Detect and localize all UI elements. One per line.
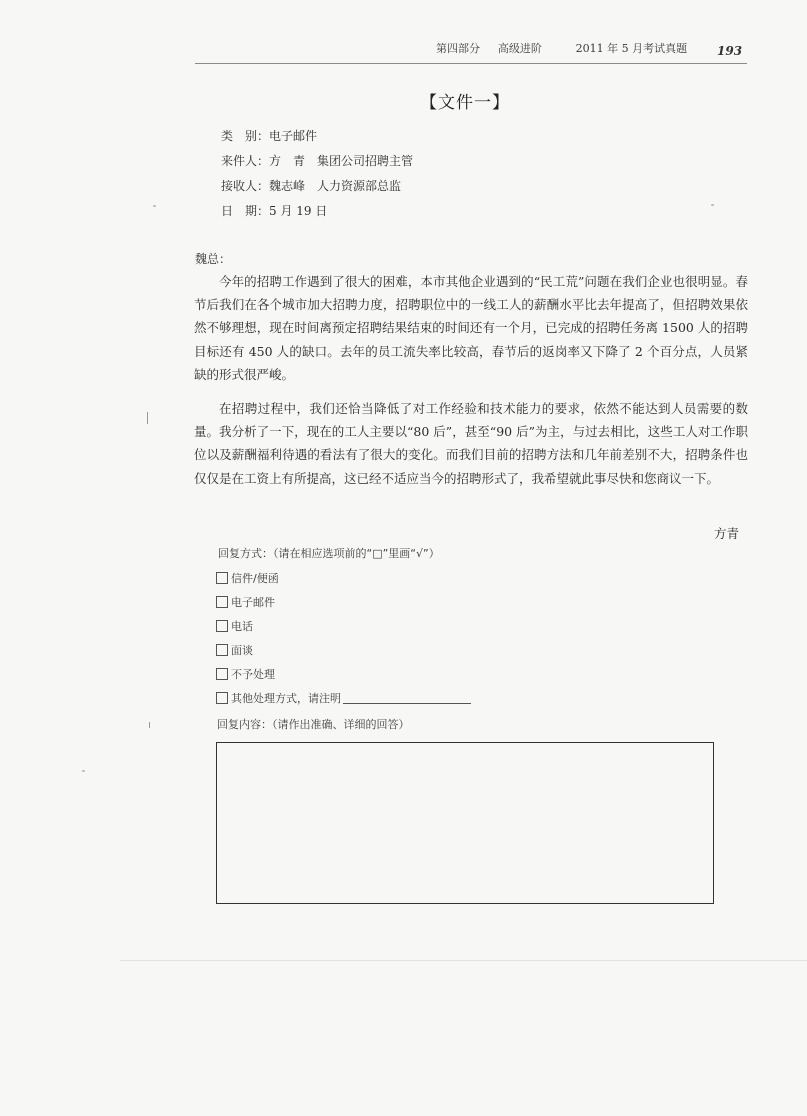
- option-phone[interactable]: [216, 618, 253, 634]
- document-title: 【文件一】: [420, 93, 510, 113]
- margin-mark: [149, 722, 150, 728]
- meta-date: [221, 202, 327, 219]
- checkbox[interactable]: [216, 644, 228, 656]
- body-paragraph-2: 在招聘过程中，我们还恰当降低了对工作经验和技术能力的要求，依然不能达到人员需要的数量。我分析了一下，现在的工人主要以“80 后”，甚至“90 后”为主，与过去相比，这些工人对工作职位以及薪酬福利待遇的看法有了很大的变化。而我们目前的招聘方法和几年前差别不大，招聘条件也仅仅是在工资上有所提高，这已经不适应当今的招聘形式了，我希望就此事尽快和您商议一下。: [194, 401, 748, 486]
- meta-value: 魏志峰 人力资源部总监: [269, 179, 402, 193]
- checkbox[interactable]: [216, 596, 228, 608]
- meta-label: 类 别：: [221, 129, 270, 143]
- meta-value: 5 月 19 日: [269, 204, 328, 218]
- reply-method-label: 回复方式：（请在相应选项前的“□”里画“√”）: [218, 547, 440, 560]
- option-meeting[interactable]: [216, 642, 253, 658]
- option-email[interactable]: [216, 594, 275, 610]
- header-section: 第四部分: [436, 42, 480, 55]
- meta-value: 方 青 集团公司招聘主管: [269, 154, 414, 168]
- other-method-input-line[interactable]: [343, 703, 471, 704]
- meta-recipient: [221, 177, 401, 194]
- signature: 方青: [714, 526, 740, 541]
- option-label: 电话: [231, 620, 253, 633]
- option-no-action[interactable]: [216, 666, 275, 682]
- reply-content-label: 回复内容：（请作出准确、详细的回答）: [217, 718, 410, 731]
- header-divider: [195, 63, 747, 64]
- meta-label: 日 期：: [221, 204, 270, 218]
- checkbox[interactable]: [216, 692, 228, 704]
- checkbox[interactable]: [216, 668, 228, 680]
- reply-content-box[interactable]: [216, 742, 714, 904]
- option-label: 电子邮件: [231, 596, 275, 609]
- header-part: 高级进阶: [497, 42, 542, 55]
- meta-label: 来件人：: [221, 154, 270, 168]
- page-number: 193: [717, 44, 743, 58]
- checkbox[interactable]: [216, 620, 228, 632]
- scan-speck: [153, 205, 156, 207]
- scan-speck: [82, 770, 85, 772]
- running-header: [436, 40, 687, 56]
- header-exam: 2011 年 5 月考试真题: [575, 42, 688, 55]
- meta-sender: [221, 152, 413, 169]
- option-letter[interactable]: [216, 570, 279, 586]
- salutation: 魏总：: [195, 252, 232, 266]
- meta-category: [221, 127, 317, 144]
- option-other[interactable]: [216, 690, 471, 706]
- option-label: 面谈: [231, 644, 253, 657]
- option-label: 不予处理: [231, 668, 275, 681]
- option-label: 其他处理方式，请注明: [231, 692, 341, 705]
- checkbox[interactable]: [216, 572, 228, 584]
- margin-mark: [147, 412, 148, 424]
- scan-edge: [120, 960, 807, 961]
- meta-label: 接收人：: [221, 179, 270, 193]
- body-paragraph-1: 今年的招聘工作遇到了很大的困难，本市其他企业遇到的“民工荒”问题在我们企业也很明显。春节后我们在各个城市加大招聘力度，招聘职位中的一线工人的薪酬水平比去年提高了，但招聘效果依然不够理想，现在时间离预定招聘结果结束的时间还有一个月，已完成的招聘任务离 1500 人的招聘目标还有 450 人的缺口。去年的员工流失率比较高，春节后的返岗率又下降了 2 个百分点，人员紧缺的形式很严峻。: [194, 274, 748, 382]
- option-label: 信件/便函: [231, 572, 279, 585]
- meta-value: 电子邮件: [269, 129, 318, 143]
- scan-speck: [711, 204, 714, 206]
